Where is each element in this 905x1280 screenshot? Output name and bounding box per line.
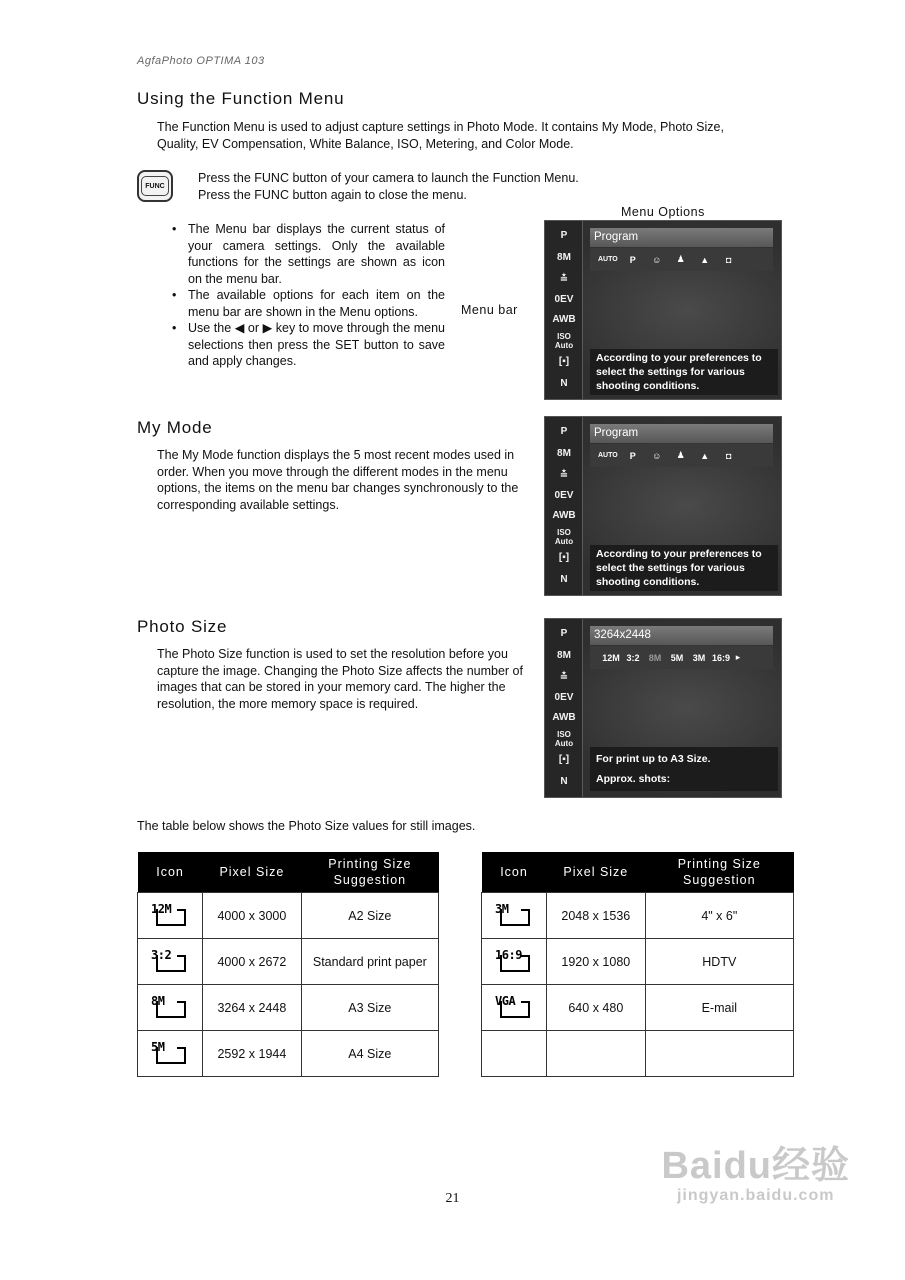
page-number: 21 [445,1191,460,1206]
empty-cell [547,1031,646,1077]
column-header-icon: Icon [138,852,203,893]
portrait-mode-icon: ♟ [676,254,685,264]
table-row [482,1031,794,1077]
menu-bar [545,417,583,595]
menu-title: Program [590,424,773,443]
print-size-cell: A3 Size [301,985,438,1031]
func-instruction-close: Press the FUNC button again to close the menu. [198,188,467,202]
column-header-icon: Icon [482,852,547,893]
antishake-mode-icon: ◘ [726,450,732,461]
icon-cell [138,893,203,939]
my-mode-icon: P [560,426,568,437]
pixel-size-cell: 640 x 480 [547,985,646,1031]
metering-icon: [▪] [558,356,570,367]
watermark-logo-text: Baidu经验 [661,1145,850,1187]
smile-mode-icon: ☺ [652,254,662,265]
print-size-cell: 4" x 6" [645,893,793,939]
table-row [482,985,794,1031]
auto-mode-icon: AUTO [598,452,618,459]
bullet-item: • The Menu bar displays the current status of your camera settings. Only the available functions for the settings are shown as icon on the menu bar. [170,221,445,287]
photo-size-5m-icon: 5M [148,1040,192,1068]
pixel-size-cell: 2048 x 1536 [547,893,646,939]
auto-mode-icon: AUTO [598,256,618,263]
ev-icon: 0EV [554,294,574,305]
func-button-icon [137,170,173,202]
photo-size-icon: 8M [557,650,571,661]
pixel-size-cell: 4000 x 3000 [203,893,302,939]
pixel-size-cell: 1920 x 1080 [547,939,646,985]
section-title-function-menu: Using the Function Menu [137,89,345,108]
photo-size-vga-icon: VGA [492,994,536,1022]
empty-cell [482,1031,547,1077]
metering-icon: [▪] [558,754,570,765]
print-size-cell: A4 Size [301,1031,438,1077]
bullet-item: • Use the ◀ or ▶ key to move through the menu selections then press the SET button to save and apply changes. [170,320,445,370]
column-header-pixel-size: Pixel Size [547,852,646,893]
landscape-mode-icon: ▲ [700,450,710,461]
menu-options-row [590,444,773,467]
table-row [482,893,794,939]
bullet-item: • The available options for each item on the menu bar are shown in the Menu options. [170,287,445,320]
menu-options-row [590,646,773,669]
photo-size-desc-line2: Approx. shots: [596,773,671,785]
icon-cell [138,939,203,985]
pixel-size-cell: 3264 x 2448 [203,985,302,1031]
camera-screen-photo-size [544,618,782,798]
func-button-label: FUNC [141,176,169,196]
my-mode-icon: P [560,628,568,639]
photo-size-icon: 8M [557,252,571,263]
white-balance-icon: AWB [552,510,576,521]
table-row [138,893,439,939]
photo-size-table-left [137,852,439,1077]
ev-icon: 0EV [554,692,574,703]
size-16-9-icon: 16:9 [712,652,731,663]
menu-title: 3264x2448 [590,626,773,645]
watermark-url: jingyan.baidu.com [676,1187,835,1204]
ev-icon: 0EV [554,490,574,501]
menu-description [590,747,778,791]
column-header-printing-size: Printing Size Suggestion [301,852,438,893]
iso-icon: ISO Auto [554,528,574,546]
smile-mode-icon: ☺ [652,450,662,461]
quality-icon: ≛ [559,672,569,683]
photo-size-text: The Photo Size function is used to set the resolution before you capture the image. Changing the Photo Size affects the number of images that can be stored in your memory card. The higher the resolution, the more memory space is required. [157,647,523,711]
function-menu-bullets [170,221,445,370]
quality-icon: ≛ [559,470,569,481]
icon-cell [138,985,203,1031]
column-header-pixel-size: Pixel Size [203,852,302,893]
photo-size-3m-icon: 3M [492,902,536,930]
landscape-mode-icon: ▲ [700,254,710,265]
size-5m-icon: 5M [670,652,684,663]
program-mode-icon: P [629,254,636,265]
icon-cell [138,1031,203,1077]
camera-screen-my-mode [544,416,782,596]
size-12m-icon: 12M [602,652,620,663]
metering-icon: [▪] [558,552,570,563]
camera-screen-program [544,220,782,400]
menu-title: Program [590,228,773,247]
document-header: AgfaPhoto OPTIMA 103 [137,55,265,67]
menu-bar-label: Menu bar [461,303,518,317]
print-size-cell: HDTV [645,939,793,985]
print-size-cell: A2 Size [301,893,438,939]
baidu-watermark [661,1145,850,1205]
print-size-cell: Standard print paper [301,939,438,985]
section-title-my-mode: My Mode [137,418,213,437]
iso-icon: ISO Auto [554,730,574,748]
portrait-mode-icon: ♟ [676,450,685,460]
white-balance-icon: AWB [552,712,576,723]
menu-description: According to your preferences to select the settings for various shooting conditions. [590,349,778,395]
white-balance-icon: AWB [552,314,576,325]
scroll-right-arrow-icon: ▸ [735,652,741,662]
program-mode-icon: P [629,450,636,461]
print-size-cell: E-mail [645,985,793,1031]
menu-options-label: Menu Options [621,205,705,219]
size-8m-icon: 8M [648,652,662,663]
func-instruction-open: Press the FUNC button of your camera to launch the Function Menu. [198,171,579,185]
table-row [138,939,439,985]
photo-size-3-2-icon: 3:2 [148,948,192,976]
photo-size-16-9-icon: 16:9 [492,948,536,976]
pixel-size-cell: 4000 x 2672 [203,939,302,985]
size-3-2-icon: 3:2 [626,652,640,663]
photo-size-8m-icon: 8M [148,994,192,1022]
menu-bar [545,221,583,399]
photo-size-12m-icon: 12M [148,902,192,930]
quality-icon: ≛ [559,274,569,285]
menu-options-row [590,248,773,271]
pixel-size-cell: 2592 x 1944 [203,1031,302,1077]
function-menu-intro: The Function Menu is used to adjust capture settings in Photo Mode. It contains My Mode, Photo Size, Quality, EV Compensation, White Balance, ISO, Metering, and Color Mode. [157,120,724,151]
iso-icon: ISO Auto [554,332,574,350]
table-row [138,985,439,1031]
column-header-printing-size: Printing Size Suggestion [645,852,793,893]
antishake-mode-icon: ◘ [726,254,732,265]
photo-size-icon: 8M [557,448,571,459]
icon-cell [482,893,547,939]
table-row [138,1031,439,1077]
my-mode-text: The My Mode function displays the 5 most recent modes used in order. When you move through the different modes in the menu options, the items on the menu bar changes synchronously to the corresponding available settings. [157,448,519,512]
empty-cell [645,1031,793,1077]
photo-size-desc-line1: For print up to A3 Size. [596,753,711,765]
color-mode-icon: N [560,378,568,389]
table-intro: The table below shows the Photo Size values for still images. [137,819,476,833]
icon-cell [482,985,547,1031]
table-row [482,939,794,985]
my-mode-icon: P [560,230,568,241]
icon-cell [482,939,547,985]
menu-bar [545,619,583,797]
color-mode-icon: N [560,776,568,787]
size-3m-icon: 3M [692,652,706,663]
photo-size-table-right [481,852,794,1077]
color-mode-icon: N [560,574,568,585]
menu-description: According to your preferences to select the settings for various shooting conditions. [590,545,778,591]
section-title-photo-size: Photo Size [137,617,228,636]
